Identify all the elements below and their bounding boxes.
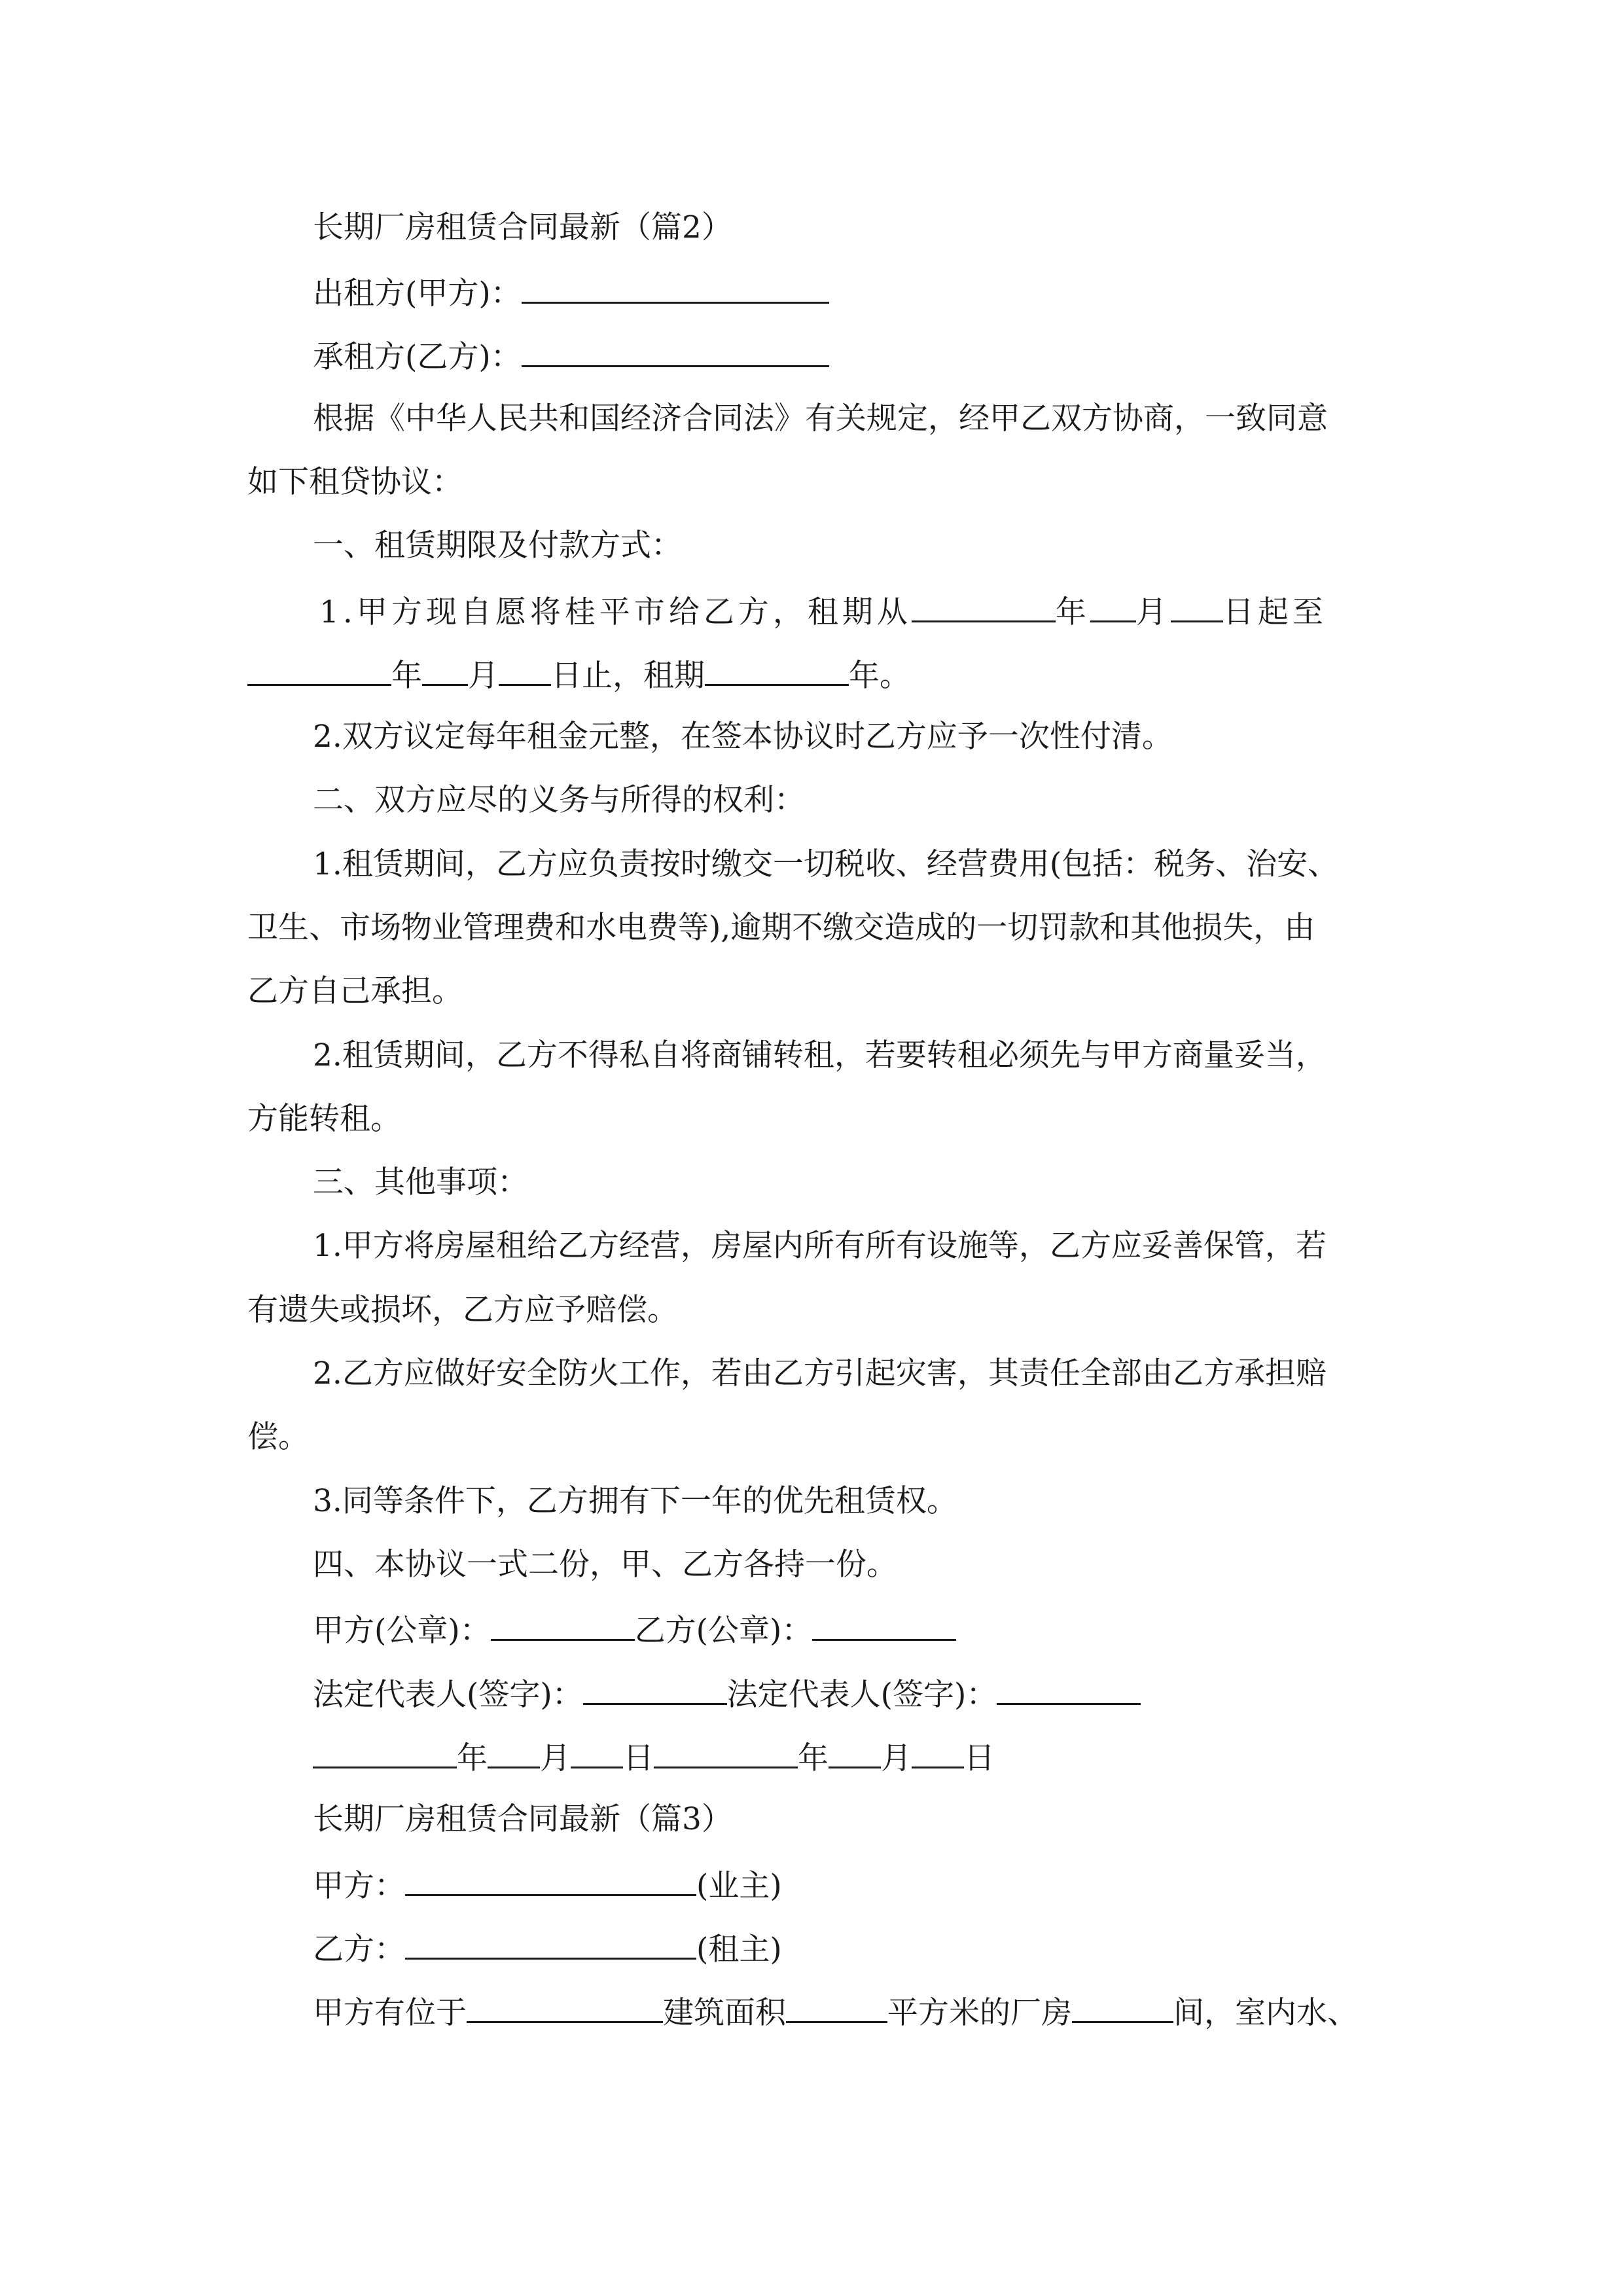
party-a-blank: [405, 1864, 696, 1896]
section-2-item-2-line-2: 方能转租。: [247, 1101, 401, 1137]
party-b-seal-blank: [812, 1609, 956, 1641]
section-3-item-3: 3.同等条件下，乙方拥有下一年的优先租赁权。: [313, 1483, 957, 1519]
lessor-blank: [522, 272, 829, 304]
section-1-item-1-line-2: 年 月 日止，租期 年。: [247, 654, 910, 696]
section-2-item-1-line-1: 1.租赁期间，乙方应负责按时缴交一切税收、经营费用(包括：税务、治安、: [313, 846, 1339, 882]
section-1-item-2: 2.双方议定每年租金元整，在签本协议时乙方应予一次性付清。: [313, 719, 1173, 755]
rep-a-signature-blank: [583, 1673, 727, 1705]
section-4: 四、本协议一式二份，甲、乙方各持一份。: [313, 1547, 897, 1583]
property-description-line: 甲方有位于 建筑面积 平方米的厂房 间，室内水、: [313, 1991, 1358, 2033]
seal-line: 甲方(公章)： 乙方(公章)：: [313, 1609, 956, 1651]
section-3-item-2-line-1: 2.乙方应做好安全防火工作，若由乙方引起灾害，其责任全部由乙方承担赔: [313, 1355, 1327, 1391]
intro-line-2: 如下租贷协议：: [247, 464, 463, 500]
party-b-blank: [405, 1928, 696, 1960]
contract-title-2: 长期厂房租赁合同最新（篇2）: [313, 209, 732, 245]
section-3-heading: 三、其他事项：: [313, 1164, 528, 1200]
date-line: 年 月 日 年 月 日: [313, 1736, 995, 1778]
representative-line: 法定代表人(签字)： 法定代表人(签字)：: [313, 1673, 1141, 1715]
rep-b-signature-blank: [997, 1673, 1141, 1705]
section-3-item-1-line-2: 有遗失或损坏，乙方应予赔偿。: [247, 1292, 678, 1328]
lessee-line: 承租方(乙方)：: [313, 335, 829, 377]
section-2-item-1-line-3: 乙方自己承担。: [247, 973, 463, 1009]
section-2-item-1-line-2: 卫生、市场物业管理费和水电费等),逾期不缴交造成的一切罚款和其他损失，由: [247, 910, 1315, 946]
lessee-blank: [522, 335, 829, 367]
section-1-heading: 一、租赁期限及付款方式：: [313, 528, 682, 564]
contract-title-3: 长期厂房租赁合同最新（篇3）: [313, 1801, 732, 1837]
lessor-line: 出租方(甲方)：: [313, 272, 829, 314]
section-3-item-1-line-1: 1.甲方将房屋租给乙方经营，房屋内所有所有设施等，乙方应妥善保管，若: [313, 1228, 1327, 1264]
party-b-line: 乙方： (租主): [313, 1928, 782, 1969]
party-a-seal-blank: [491, 1609, 635, 1641]
intro-line-1: 根据《中华人民共和国经济合同法》有关规定，经甲乙双方协商，一致同意: [313, 401, 1328, 437]
party-a-line: 甲方： (业主): [313, 1864, 782, 1906]
section-3-item-2-line-2: 偿。: [247, 1419, 309, 1455]
section-1-item-1-line-1: 1.甲方现自愿将桂平市给乙方，租期从 年 月 日起至: [319, 590, 1327, 632]
section-2-heading: 二、双方应尽的义务与所得的权利：: [313, 782, 805, 818]
section-2-item-2-line-1: 2.租赁期间，乙方不得私自将商铺转租，若要转租必须先与甲方商量妥当，: [313, 1037, 1327, 1073]
